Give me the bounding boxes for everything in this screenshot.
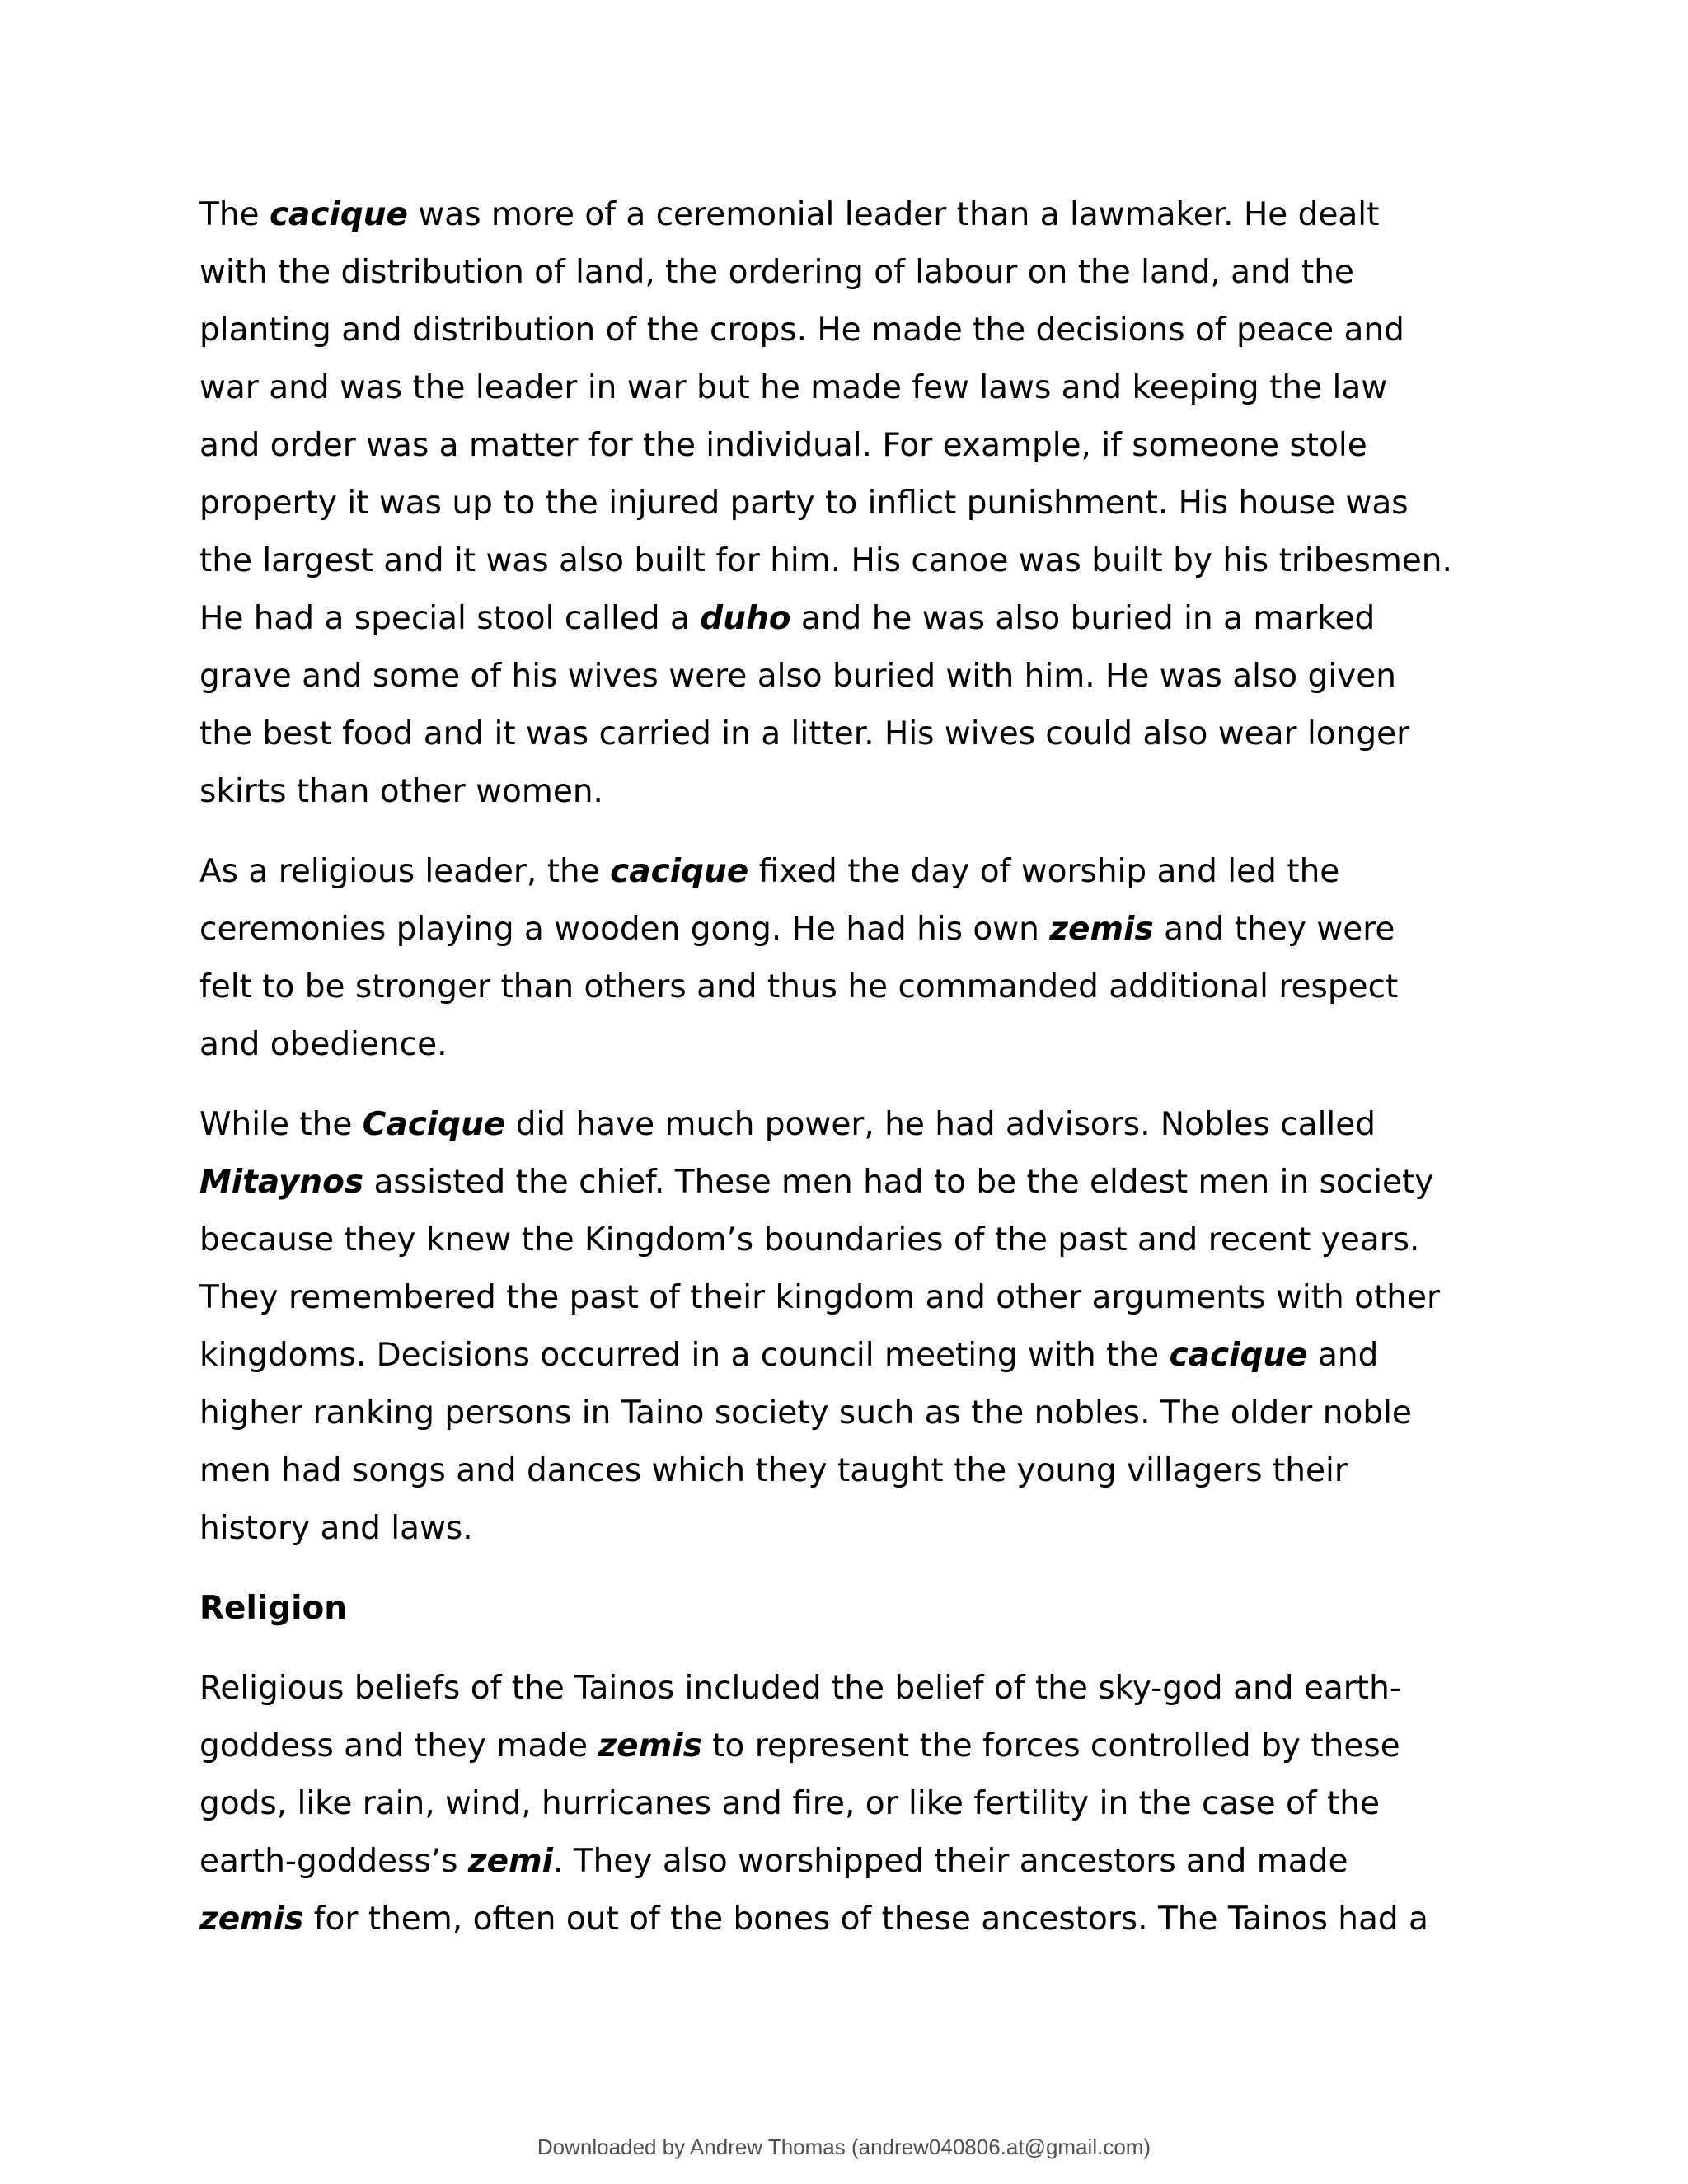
text-line — [199, 1385, 1507, 1442]
paragraph — [199, 186, 1507, 821]
text-run: earth-goddess’s — [199, 1843, 468, 1880]
emphasized-term: cacique — [1169, 1337, 1308, 1374]
text-line — [199, 763, 1507, 821]
text-run: Religious beliefs of the Tainos included the belief of the sky-god and earth- — [199, 1670, 1401, 1707]
text-line — [199, 1212, 1507, 1269]
text-run: and order was a matter for the individual. For example, if someone stole — [199, 427, 1367, 464]
text-line — [199, 1269, 1507, 1327]
paragraph-gap — [199, 1558, 1507, 1580]
text-run: men had songs and dances which they taught the young villagers their — [199, 1452, 1348, 1489]
text-line — [199, 244, 1507, 302]
paragraph — [199, 843, 1507, 1074]
section-heading: Religion — [199, 1590, 348, 1627]
download-footer: Downloaded by Andrew Thomas (andrew040806.at@gmail.com) — [537, 2135, 1151, 2159]
text-line — [199, 1327, 1507, 1385]
text-line — [199, 1442, 1507, 1500]
text-line — [199, 1718, 1507, 1775]
text-line — [199, 958, 1507, 1016]
text-run: skirts than other women. — [199, 773, 603, 810]
emphasized-term: zemis — [199, 1900, 304, 1938]
document-body — [199, 186, 1507, 1948]
text-line — [199, 359, 1507, 417]
text-run: He had a special stool called a — [199, 600, 701, 637]
text-line — [199, 1500, 1507, 1558]
text-run: goddess and they made — [199, 1727, 598, 1765]
text-run: felt to be stronger than others and thus he commanded additional respect — [199, 968, 1399, 1005]
text-run: As a religious leader, the — [199, 853, 611, 890]
text-run: the best food and it was carried in a litter. His wives could also wear longer — [199, 715, 1410, 752]
text-run: and obedience. — [199, 1026, 448, 1063]
paragraph-gap — [199, 1638, 1507, 1660]
paragraph-gap — [199, 1074, 1507, 1096]
text-line — [199, 475, 1507, 532]
emphasized-term: Mitaynos — [199, 1164, 364, 1201]
text-run: kingdoms. Decisions occurred in a council meeting with the — [199, 1337, 1170, 1374]
text-line — [199, 1096, 1507, 1154]
paragraph — [199, 1660, 1507, 1948]
text-line — [199, 590, 1507, 648]
text-line — [199, 1775, 1507, 1833]
text-run: . They also worshipped their ancestors and made — [553, 1843, 1348, 1880]
text-run: The — [199, 196, 270, 233]
emphasized-term: zemis — [1049, 911, 1154, 948]
paragraph-gap — [199, 821, 1507, 843]
emphasized-term: cacique — [269, 196, 408, 233]
text-line — [199, 1891, 1507, 1948]
text-run: for them, often out of the bones of these ancestors. The Tainos had a — [303, 1900, 1428, 1938]
text-line — [199, 1016, 1507, 1074]
text-run: gods, like rain, wind, hurricanes and fire, or like fertility in the case of the — [199, 1785, 1381, 1822]
emphasized-term: duho — [700, 600, 791, 637]
text-run: and they were — [1153, 911, 1395, 948]
text-run: and he was also buried in a marked — [790, 600, 1376, 637]
text-run: planting and distribution of the crops. He made the decisions of peace and — [199, 312, 1404, 349]
text-line — [199, 417, 1507, 475]
paragraph — [199, 1096, 1507, 1558]
text-line — [199, 302, 1507, 359]
text-line — [199, 1660, 1507, 1718]
emphasized-term: zemi — [467, 1843, 554, 1880]
text-line — [199, 1154, 1507, 1212]
text-run: and — [1307, 1337, 1379, 1374]
text-line — [199, 901, 1507, 958]
text-run: did have much power, he had advisors. Nobles called — [505, 1106, 1376, 1143]
text-run: assisted the chief. These men had to be the eldest men in society — [363, 1164, 1434, 1201]
text-run: higher ranking persons in Taino society such as the nobles. The older noble — [199, 1394, 1412, 1432]
text-run: with the distribution of land, the ordering of labour on the land, and the — [199, 254, 1354, 291]
text-line — [199, 648, 1507, 705]
text-line — [199, 186, 1507, 244]
text-run: war and was the leader in war but he made few laws and keeping the law — [199, 369, 1388, 406]
emphasized-term: zemis — [598, 1727, 702, 1765]
text-run: While the — [199, 1106, 363, 1143]
text-run: fixed the day of worship and led the — [748, 853, 1340, 890]
text-run: to represent the forces controlled by these — [701, 1727, 1400, 1765]
text-run: They remembered the past of their kingdom and other arguments with other — [199, 1279, 1440, 1316]
text-run: was more of a ceremonial leader than a lawmaker. He dealt — [408, 196, 1380, 233]
text-run: property it was up to the injured party to inflict punishment. His house was — [199, 485, 1409, 522]
emphasized-term: Cacique — [362, 1106, 506, 1143]
text-line — [199, 1833, 1507, 1891]
text-line — [199, 705, 1507, 763]
text-run: the largest and it was also built for him. His canoe was built by his tribesmen. — [199, 542, 1452, 579]
text-line — [199, 843, 1507, 901]
emphasized-term: cacique — [610, 853, 749, 890]
text-run: ceremonies playing a wooden gong. He had his own — [199, 911, 1050, 948]
text-run: because they knew the Kingdom’s boundaries of the past and recent years. — [199, 1221, 1420, 1258]
text-line — [199, 532, 1507, 590]
text-run: grave and some of his wives were also buried with him. He was also given — [199, 658, 1396, 695]
text-run: history and laws. — [199, 1510, 473, 1547]
